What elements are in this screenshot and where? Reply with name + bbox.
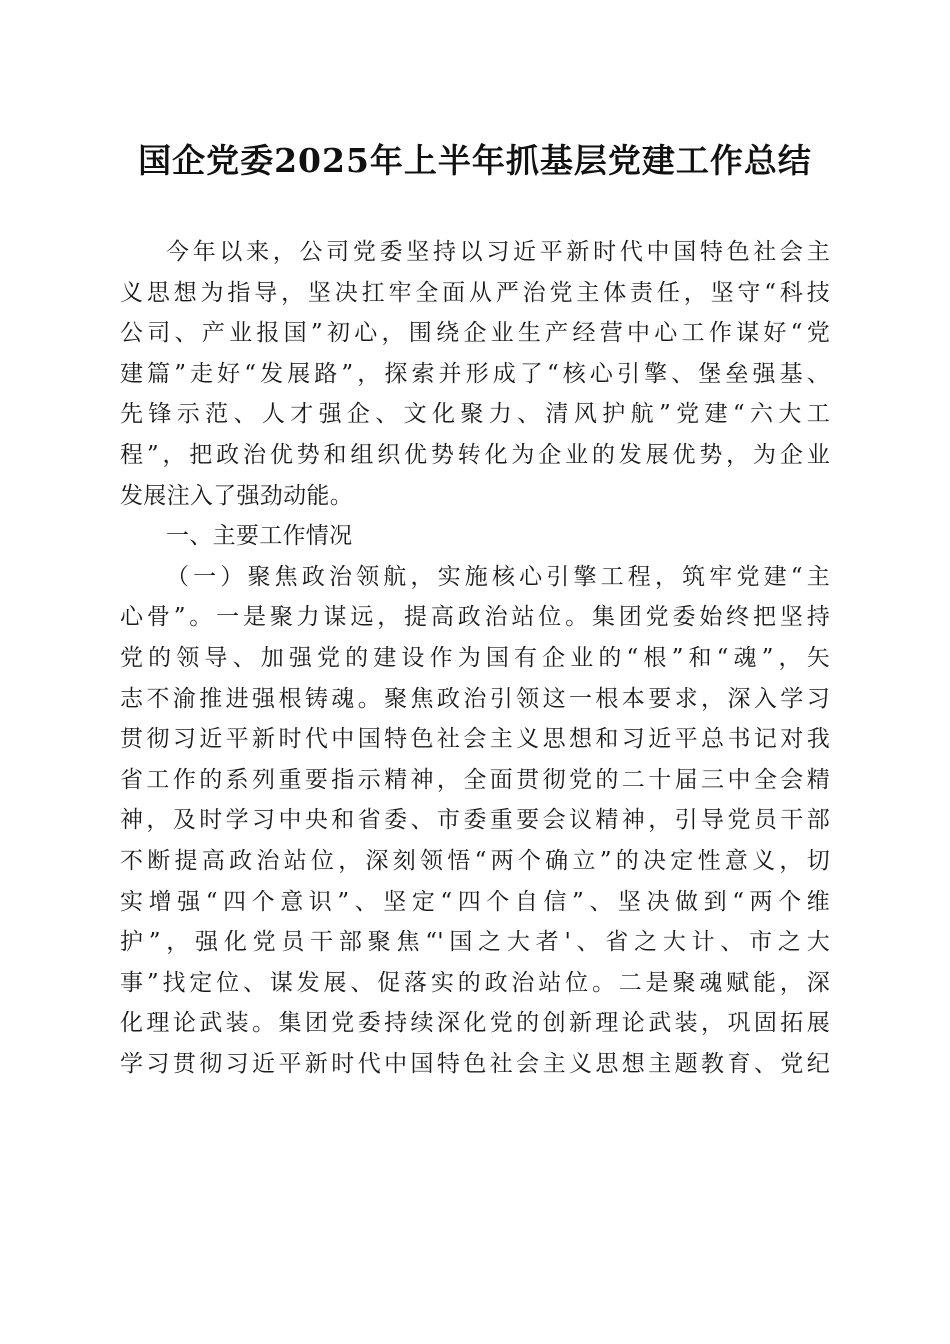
paragraph-line: 神，及时学习中央和省委、市委重要会议精神，引导党员干部: [120, 807, 830, 834]
paragraph-line: （一）聚焦政治领航，实施核心引擎工程，筑牢党建“主: [166, 563, 830, 590]
section-heading: 一、主要工作情况: [166, 523, 353, 550]
paragraph-line: 义思想为指导，坚决扛牢全面从严治党主体责任，坚守“科技: [120, 279, 830, 306]
paragraph-line: 事”找定位、谋发展、促落实的政治站位。二是聚魂赋能，深: [120, 969, 830, 996]
document-title: 国企党委2025年上半年抓基层党建工作总结: [138, 141, 812, 180]
paragraph-line: 贯彻习近平新时代中国特色社会主义思想和习近平总书记对我: [120, 726, 830, 753]
paragraph-line: 实增强“四个意识”、坚定“四个自信”、坚决做到“两个维: [120, 888, 830, 915]
paragraph-line: 省工作的系列重要指示精神，全面贯彻党的二十届三中全会精: [120, 766, 830, 793]
paragraph-line: 公司、产业报国”初心，围绕企业生产经营中心工作谋好“党: [120, 320, 830, 347]
paragraph-line: 先锋示范、人才强企、文化聚力、清风护航”党建“六大工: [120, 401, 830, 428]
paragraph-line: 化理论武装。集团党委持续深化党的创新理论武装，巩固拓展: [120, 1010, 830, 1037]
document-body: [120, 232, 830, 1084]
paragraph-line: 今年以来，公司党委坚持以习近平新时代中国特色社会主: [166, 239, 830, 265]
paragraph-line: 发展注入了强劲动能。: [120, 482, 353, 509]
paragraph-line: 护”，强化党员干部聚焦“'国之大者'、省之大计、市之大: [120, 929, 830, 956]
paragraph-line: 党的领导、加强党的建设作为国有企业的“根”和“魂”，矢: [120, 644, 830, 671]
paragraph-line: 程”，把政治优势和组织优势转化为企业的发展优势，为企业: [120, 441, 830, 468]
paragraph-line: 志不渝推进强根铸魂。聚焦政治引领这一根本要求，深入学习: [120, 685, 830, 712]
paragraph-line: 学习贯彻习近平新时代中国特色社会主义思想主题教育、党纪: [120, 1050, 830, 1077]
paragraph-line: 建篇”走好“发展路”，探索并形成了“核心引擎、堡垒强基、: [120, 360, 830, 387]
paragraph-line: 不断提高政治站位，深刻领悟“两个确立”的决定性意义，切: [120, 847, 830, 874]
paragraph-line: 心骨”。一是聚力谋远，提高政治站位。集团党委始终把坚持: [120, 604, 830, 631]
